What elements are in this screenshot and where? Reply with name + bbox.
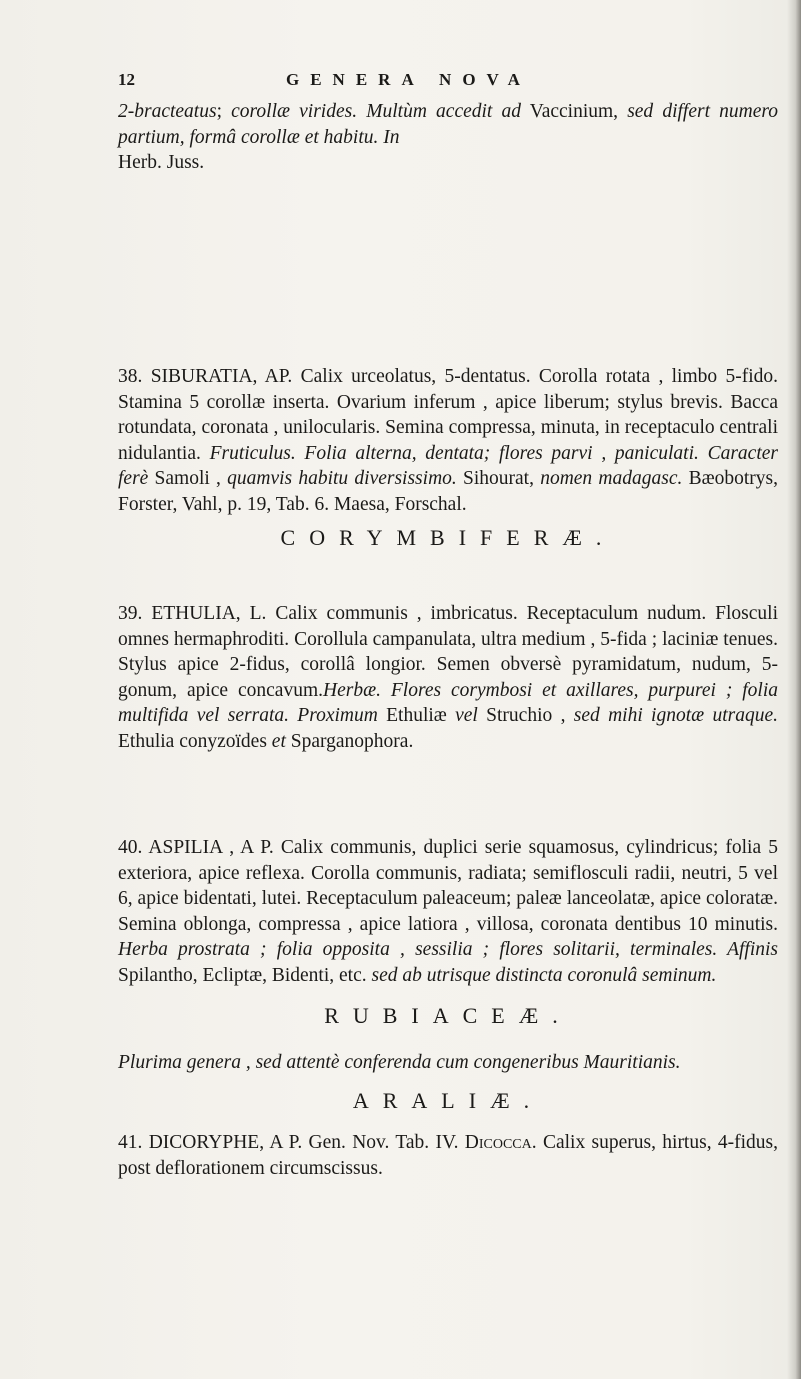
text-italic: sed differt numero partium, formâ corollæ et habitu. In — [118, 101, 778, 148]
section-heading-araliae: ARALIÆ. — [352, 1088, 544, 1113]
text-italic: 2-bracteatus — [118, 101, 217, 122]
text-italic: vel — [455, 705, 478, 726]
paragraph-siburatia — [118, 364, 778, 517]
text-plain: 41. DICORYPHE, A P. Gen. Nov. Tab. IV. — [118, 1132, 465, 1153]
page-number: 12 — [118, 70, 135, 89]
text-plain: Spilantho, Ecliptæ, Bidenti, etc. — [118, 964, 372, 986]
paragraph-plurima — [118, 1050, 778, 1076]
paragraph-ethulia — [118, 601, 778, 754]
text-italic: sed ab utrisque distincta coronulâ seminum. — [371, 964, 717, 986]
text-plain: Vaccinium, — [520, 101, 628, 122]
text-italic: Fruticulus. Folia alterna, dentata; flores parvi , paniculati. Caracter ferè — [118, 442, 778, 489]
text-italic: Plurima genera , sed attentè conferenda cum congeneribus Mauritianis. — [118, 1052, 681, 1073]
text-plain: Struchio , — [477, 705, 574, 726]
running-head: GENERA NOVA — [286, 70, 531, 89]
text-plain: 39. ETHULIA, L. Calix communis , imbricatus. Receptaculum nudum. Flosculi omnes hermaphroditi. Corollula campanulata, ultra medium , 5-fida ; laciniæ tenues. Stylus apice 2-fidus, corollâ longior. Semen obversè pyramidatum, nudum, 5-gonum, apice concavum. — [118, 603, 778, 701]
text-plain: Samoli , — [148, 468, 228, 489]
text-plain: Ethuliæ — [377, 705, 456, 726]
section-heading-rubiaceae: RUBIACEÆ. — [324, 1003, 572, 1028]
text-plain: 38. SIBURATIA, AP. Calix urceolatus, 5-dentatus. Corolla rotata , limbo 5-fido. Stamina 5 corollæ inserta. Ovarium inferum , apice liberum; stylus brevis. Bacca rotundata, coronata , unilocularis. Semina compressa, minuta, in receptaculo centrali nidulantia. — [118, 366, 778, 464]
text-italic: nomen madagasc. — [540, 468, 683, 489]
text-smallcaps: Dicocca. — [464, 1132, 537, 1153]
paragraph-aspilia — [118, 835, 778, 988]
text-italic: Herba prostrata ; folia opposita , sessilia ; flores solitarii, terminales. Affinis — [118, 939, 778, 960]
text-plain: Sihourat, — [456, 468, 541, 489]
section-heading-corymbiferae: CORYMBIFERÆ. — [280, 525, 616, 550]
text-plain: Calix superus, hirtus, 4-fidus, post deflorationem circumscissus. — [118, 1132, 778, 1179]
text-italic: quamvis habitu diversissimo. — [227, 468, 457, 489]
text-plain: Bæobotrys, Forster, Vahl, p. 19, Tab. 6. Maesa, Forschal. — [118, 468, 778, 515]
page-edge-shadow — [787, 0, 801, 1379]
paragraph-dicoryphe — [118, 1130, 778, 1181]
text-italic: et — [271, 730, 286, 752]
text-plain: Sparganophora. — [285, 730, 414, 752]
text-plain: 40. ASPILIA , A P. Calix communis, duplici serie squamosus, cylindricus; folia 5 exteriora, apice reflexa. Corolla communis, radiata; semiflosculi radii, neutri, 5 vel 6, apice bidentati, lutei. Receptaculum paleaceum; paleæ lanceolatæ, apice coloratæ. Semina oblonga, compressa , apice latiora , villosa, coronata dentibus 10 minutis. — [118, 837, 778, 935]
paragraph-vaccinium — [118, 99, 778, 176]
page-header — [118, 70, 778, 96]
text-plain: Herb. Juss. — [118, 152, 205, 173]
text-plain: Ethulia conyzoïdes — [118, 730, 272, 752]
text-plain: ; — [216, 101, 232, 122]
text-italic: sed mihi ignotæ utraque. — [573, 705, 778, 726]
text-italic: corollæ virides. Multùm accedit ad — [231, 101, 521, 122]
text-italic: Herbæ. Flores corymbosi et axillares, purpurei ; folia multifida vel serrata. Proximum — [118, 679, 779, 726]
